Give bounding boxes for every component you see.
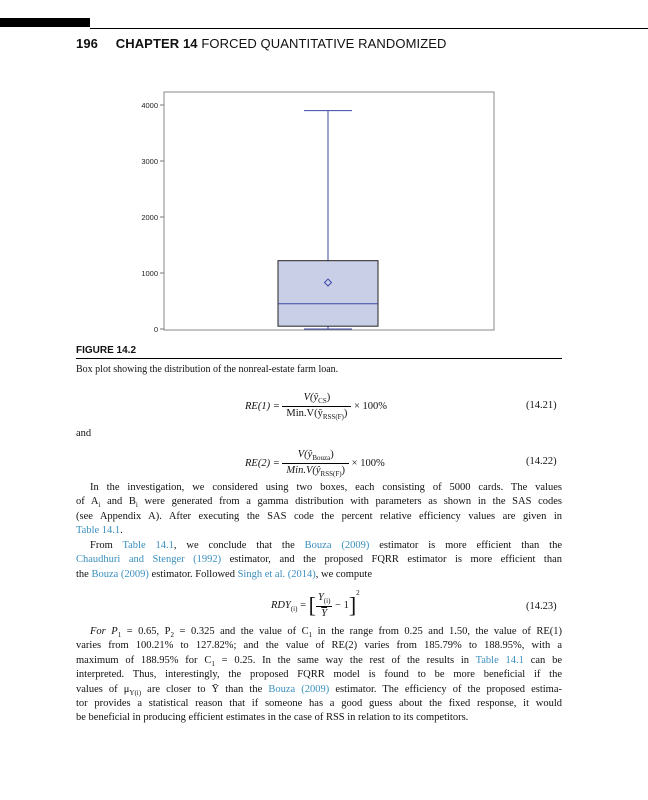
eq21-fraction <box>282 392 351 421</box>
p3-l3b: = 0.25. In the same way the rest of the results in <box>214 654 476 666</box>
page-number: 196 <box>76 36 98 51</box>
eq21-den-text: Min.V(ŷ <box>286 408 323 420</box>
p2-f: estimator. Followed <box>148 568 238 580</box>
eq22-den-end: ) <box>341 465 346 477</box>
eq22-lhs: RE(2) = <box>245 458 280 469</box>
p3-l5b: are closer to Ȳ than the <box>141 683 269 695</box>
eq23-denominator <box>316 607 332 619</box>
p3-line4: interpreted. Thus, interestingly, the proposed FQRR model is found to be more beneficial if the <box>76 669 562 681</box>
y-tick-label: 0 <box>153 325 158 334</box>
p3-l1s2: 2 <box>170 631 174 640</box>
figure-rule <box>76 358 562 359</box>
p2-b: , we conclude that the <box>173 540 305 551</box>
eq22-numerator <box>282 449 349 464</box>
p3-line1 <box>76 625 562 639</box>
p3-l1s1: 1 <box>117 631 122 640</box>
eq21-den-end: ) <box>343 408 348 420</box>
equation-14-23 <box>271 589 360 620</box>
p1-l2c: were generated from a gamma distribution with parameters as shown in the SAS codes <box>137 496 563 508</box>
p3-l3c: can be <box>523 654 562 666</box>
eq21-den-sub: RSS(F) <box>322 413 344 422</box>
p1-l2-sub: i <box>98 501 101 510</box>
eq21-rhs: × 100% <box>354 401 388 412</box>
eq23-minus: − 1 <box>335 599 349 611</box>
p1-l2a: of A <box>76 496 99 508</box>
p3-l1d: in the range from 0.25 and 1.50, the value of RE(1) <box>312 626 563 637</box>
p2-d: estimator, and the proposed FQRR estimator is more efficient than <box>221 554 563 566</box>
eq21-num-sub: CS <box>318 397 327 406</box>
link-table-14-1[interactable]: Table 14.1 <box>475 654 524 666</box>
eq23-bracket-open: [ <box>308 592 316 618</box>
p3-l5c: estimator. The efficiency of the proposed estima- <box>329 683 562 695</box>
link-singh-2014[interactable]: Singh et al. (2014) <box>237 568 316 580</box>
link-table-14-1[interactable]: Table 14.1 <box>76 525 121 537</box>
eq22-num-text: V(ŷ <box>297 449 313 460</box>
eq21-numerator <box>282 392 351 407</box>
y-axis <box>141 101 164 334</box>
p3-line5 <box>76 683 562 697</box>
p3-l3a: maximum of 188.95% for C <box>76 654 212 666</box>
eq22-rhs: × 100% <box>351 458 385 469</box>
p2-a: From <box>90 540 123 551</box>
equation-14-22 <box>245 449 385 478</box>
link-table-14-1[interactable]: Table 14.1 <box>122 540 174 551</box>
eq22-denominator <box>282 464 349 478</box>
eq21-num-end: ) <box>326 392 331 403</box>
eq22-number: (14.22) <box>526 456 557 467</box>
p1-line2 <box>76 495 562 509</box>
p3-l1c: = 0.325 and the value of C <box>174 626 309 637</box>
eq23-exponent: 2 <box>356 589 360 598</box>
p2-e: the <box>76 568 92 580</box>
paragraph-conclusion <box>76 539 562 582</box>
box-iqr <box>278 261 378 327</box>
eq23-den-text: Y <box>321 608 328 620</box>
paragraph-investigation <box>76 481 562 539</box>
eq23-lhs-sub: (i) <box>290 605 298 614</box>
y-tick-label: 2000 <box>141 213 158 222</box>
p1-l2b: and B <box>100 496 136 508</box>
p2-g: , we compute <box>315 568 373 580</box>
eq22-den-text: Min.V(ŷ <box>286 465 321 477</box>
p3-line6: tor provides a statistical reason that if someone has a good guess about the fixed response, it would <box>76 697 562 709</box>
eq23-fraction <box>316 592 332 619</box>
p2-line2 <box>76 553 562 567</box>
paragraph-results <box>76 625 562 726</box>
and-text: and <box>76 428 92 439</box>
eq23-num-text: Y <box>317 592 324 603</box>
p1-line1: In the investigation, we considered using two boxes, each consisting of 5000 cards. The values <box>90 482 562 493</box>
p3-line3 <box>76 654 562 668</box>
eq21-denominator <box>282 407 351 421</box>
running-head <box>76 36 447 51</box>
eq23-num-sub: (i) <box>323 597 331 606</box>
eq23-number: (14.23) <box>526 601 557 612</box>
eq23-equals: = <box>300 599 306 611</box>
eq22-num-end: ) <box>330 449 334 460</box>
eq23-numerator <box>316 592 332 607</box>
link-bouza-2009[interactable]: Bouza (2009) <box>268 683 330 695</box>
p3-l5a: values of μ <box>76 683 130 695</box>
header-rule-line <box>90 28 648 29</box>
p3-l1a: For P <box>90 626 118 637</box>
y-tick-label: 3000 <box>141 157 158 166</box>
eq22-fraction <box>282 449 349 478</box>
eq21-lhs: RE(1) = <box>245 401 280 412</box>
figure-label: FIGURE 14.2 <box>76 345 137 356</box>
p3-l5s: Y(i) <box>129 688 142 697</box>
p3-l3s: 1 <box>211 659 215 668</box>
y-tick-label: 1000 <box>141 269 158 278</box>
eq22-den-sub: RSS(F) <box>320 470 342 479</box>
figure-caption: Box plot showing the distribution of the nonreal-estate farm loan. <box>76 364 339 375</box>
link-bouza-2009[interactable]: Bouza (2009) <box>304 540 370 551</box>
link-chaudhuri-stenger-1992[interactable]: Chaudhuri and Stenger (1992) <box>76 554 222 566</box>
p3-l1b: = 0.65, P <box>121 626 171 637</box>
p1-l2-sub2: i <box>135 501 138 510</box>
eq23-bracket-close: ] <box>348 592 357 618</box>
p3-line2: varies from 100.21% to 127.82%; and the value of RE(2) varies from 185.79% to 188.95%, with a <box>76 640 562 652</box>
chapter-label: CHAPTER 14 <box>115 36 198 51</box>
y-tick-label: 4000 <box>141 101 158 110</box>
p2-line1 <box>76 539 562 553</box>
link-bouza-2009[interactable]: Bouza (2009) <box>91 568 149 580</box>
p1-line4 <box>76 524 562 538</box>
chapter-title: FORCED QUANTITATIVE RANDOMIZED <box>201 36 447 51</box>
eq21-num-text: V(ŷ <box>303 392 319 403</box>
equation-14-21 <box>245 392 387 421</box>
eq21-number: (14.21) <box>526 400 557 411</box>
p1-line3: (see Appendix A). After executing the SAS code the percent relative efficiency values are given in <box>76 510 562 522</box>
box-plot-chart <box>110 90 500 338</box>
eq22-num-sub: Bouza <box>312 454 331 463</box>
p3-line7: be beneficial in producing efficient estimates in the case of RSS in relation to its competitors. <box>76 712 469 724</box>
eq23-lhs: RDY <box>271 599 291 611</box>
p1-l4-end: . <box>120 525 123 537</box>
p3-l1s3: 1 <box>308 631 313 640</box>
p2-line3 <box>76 568 562 582</box>
p2-c: estimator is more efficient than the <box>369 540 562 551</box>
header-rule-block <box>0 18 90 27</box>
